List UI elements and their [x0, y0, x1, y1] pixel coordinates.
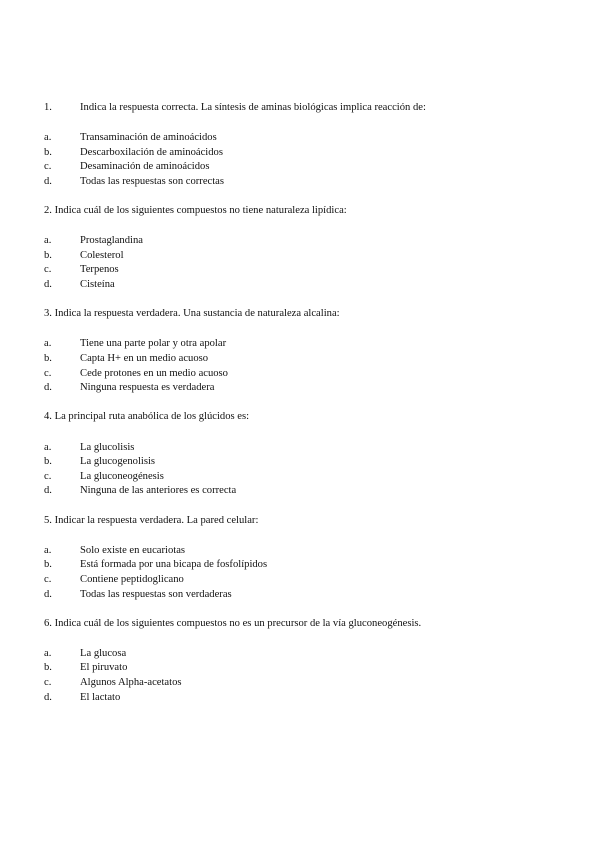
option-text: Transaminación de aminoácidos — [80, 132, 217, 144]
option-letter: a. — [44, 647, 52, 659]
option-text: Solo existe en eucariotas — [80, 544, 186, 556]
option-letter: d. — [44, 691, 52, 703]
option-d — [44, 381, 600, 396]
option-text: Todas las respuestas son verdaderas — [80, 588, 232, 600]
option-c — [44, 470, 600, 485]
question-2 — [44, 204, 600, 292]
option-letter: d. — [44, 175, 52, 187]
option-text: Ninguna de las anteriores es correcta — [80, 485, 237, 497]
option-text: Cisteína — [80, 279, 115, 291]
option-letter: b. — [44, 249, 52, 261]
question-1 — [44, 101, 600, 189]
option-a — [44, 647, 600, 662]
option-letter: d. — [44, 382, 52, 394]
option-c — [44, 263, 600, 278]
question-text: 6. Indica cuál de los siguientes compuestos no es un precursor de la vía gluconeogénesis. — [44, 617, 422, 629]
option-text: Desaminación de aminoácidos — [80, 161, 210, 173]
option-b — [44, 146, 600, 161]
option-letter: b. — [44, 559, 52, 571]
option-a — [44, 441, 600, 456]
option-text: La glucosa — [80, 647, 127, 659]
question-stem — [44, 101, 600, 116]
option-letter: c. — [44, 470, 52, 482]
question-text: Indica la respuesta correcta. La síntesis de aminas biológicas implica reacción de: — [80, 102, 426, 113]
option-letter: b. — [44, 662, 52, 674]
option-c — [44, 573, 600, 588]
option-a — [44, 131, 600, 146]
option-text: Descarboxilación de aminoácidos — [80, 146, 223, 158]
option-d — [44, 278, 600, 293]
option-b — [44, 352, 600, 367]
option-letter: c. — [44, 367, 52, 379]
option-text: Ninguna respuesta es verdadera — [80, 382, 215, 394]
option-text: Algunos Alpha-acetatos — [80, 677, 182, 689]
option-b — [44, 455, 600, 470]
option-d — [44, 175, 600, 190]
option-letter: b. — [44, 146, 52, 158]
option-letter: a. — [44, 132, 52, 144]
option-letter: c. — [44, 161, 52, 173]
option-c — [44, 160, 600, 175]
option-letter: d. — [44, 485, 52, 497]
question-text: 5. Indicar la respuesta verdadera. La pared celular: — [44, 514, 259, 526]
option-letter: d. — [44, 279, 52, 291]
option-text: Todas las respuestas son correctas — [80, 175, 224, 187]
option-letter: b. — [44, 456, 52, 468]
option-text: Cede protones en un medio acuoso — [80, 367, 228, 379]
option-text: El lactato — [80, 691, 121, 703]
option-text: La glucolisis — [80, 441, 135, 453]
option-letter: c. — [44, 264, 52, 276]
question-text: 4. La principal ruta anabólica de los glúcidos es: — [44, 411, 250, 423]
option-text: Capta H+ en un medio acuoso — [80, 353, 209, 364]
option-c — [44, 367, 600, 382]
question-text: 3. Indica la respuesta verdadera. Una sustancia de naturaleza alcalina: — [44, 308, 340, 320]
option-text: Prostaglandina — [80, 235, 143, 247]
question-5 — [44, 514, 600, 602]
option-letter: d. — [44, 588, 52, 600]
option-letter: a. — [44, 338, 52, 350]
option-text: La glucogenolisis — [80, 456, 156, 468]
option-letter: a. — [44, 235, 52, 247]
option-text: El piruvato — [80, 662, 128, 674]
option-d — [44, 691, 600, 706]
option-b — [44, 558, 600, 573]
option-a — [44, 544, 600, 559]
option-text: Está formada por una bicapa de fosfolípidos — [80, 559, 268, 571]
question-3 — [44, 307, 600, 395]
question-6 — [44, 617, 600, 705]
option-text: Tiene una parte polar y otra apolar — [80, 338, 227, 350]
option-text: La gluconeogénesis — [80, 470, 164, 482]
option-text: Terpenos — [80, 264, 119, 276]
option-d — [44, 484, 600, 499]
option-letter: c. — [44, 677, 52, 689]
option-text: Contiene peptidoglicano — [80, 573, 184, 585]
option-a — [44, 337, 600, 352]
option-letter: a. — [44, 544, 52, 556]
option-d — [44, 588, 600, 603]
option-b — [44, 661, 600, 676]
option-c — [44, 676, 600, 691]
option-letter: c. — [44, 573, 52, 585]
option-letter: b. — [44, 353, 52, 364]
question-text: 2. Indica cuál de los siguientes compuestos no tiene naturaleza lipídica: — [44, 205, 347, 217]
option-text: Colesterol — [80, 249, 124, 261]
question-number: 1. — [44, 102, 52, 113]
question-4 — [44, 410, 600, 498]
option-letter: a. — [44, 441, 52, 453]
option-a — [44, 234, 600, 249]
option-b — [44, 249, 600, 264]
